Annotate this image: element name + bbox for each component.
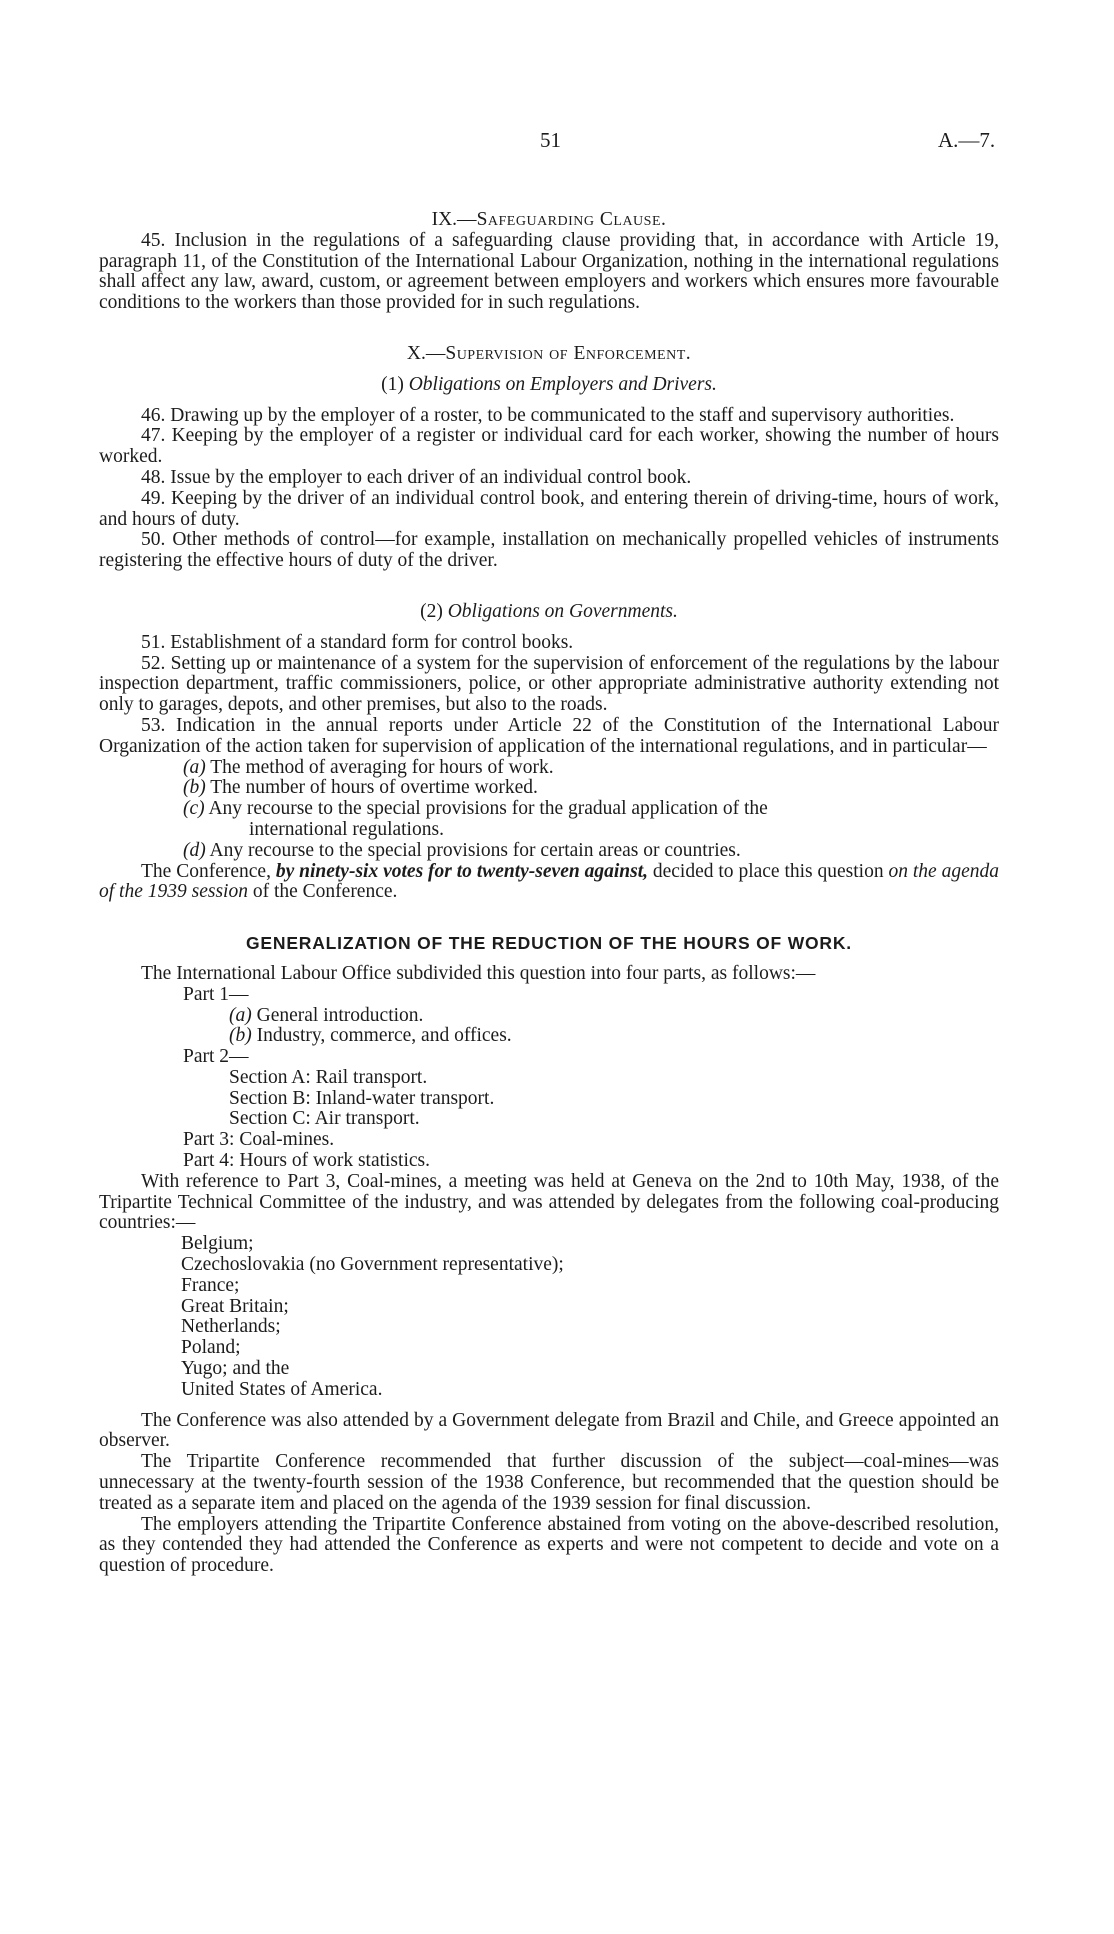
- part-4: Part 4: Hours of work statistics.: [183, 1150, 430, 1172]
- section-x-heading: X.—Supervision of Enforcement.: [406, 342, 692, 364]
- paragraph-53: 53. Indication in the annual reports under Article 22 of the Constitution of the International Labour Organization of the action taken for supervision of application of the international regulations, and in particular—: [99, 714, 999, 757]
- part-2-section-c: Section C: Air transport.: [229, 1108, 420, 1130]
- list-item-53b: (b) The number of hours of overtime worked.: [183, 777, 538, 799]
- page-header: [0, 128, 1114, 158]
- part-1a: (a) General introduction.: [229, 1004, 424, 1026]
- subheading-employers-drivers: (1) Obligations on Employers and Drivers.: [381, 373, 717, 395]
- observer-paragraph: The Conference was also attended by a Government delegate from Brazil and Chile, and Greece appointed an observer.: [99, 1409, 999, 1452]
- document-reference: A.—7.: [938, 128, 996, 152]
- part-3: Part 3: Coal-mines.: [183, 1129, 335, 1151]
- part-1-label: Part 1—: [183, 983, 249, 1005]
- part-1b: (b) Industry, commerce, and offices.: [229, 1025, 512, 1047]
- paragraph-47: 47. Keeping by the employer of a register or individual card for each worker, showing the number of hours worked.: [99, 425, 999, 468]
- country-list-item: Yugo; and the: [181, 1358, 290, 1380]
- coal-mines-meeting: With reference to Part 3, Coal-mines, a meeting was held at Geneva on the 2nd to 10th May, 1938, of the Tripartite Technical Committee of the industry, and was attended by delegates from the following coal-producing countries:—: [99, 1170, 999, 1234]
- country-list-item: Belgium;: [181, 1233, 254, 1255]
- list-item-53c: (c) Any recourse to the special provisions for the gradual application of the: [183, 798, 768, 820]
- section-ix-heading: IX.—Safeguarding Clause.: [431, 209, 667, 230]
- list-item-53d: (d) Any recourse to the special provisions for certain areas or countries.: [183, 839, 741, 861]
- country-list-item: Czechoslovakia (no Government representative);: [181, 1254, 564, 1276]
- page-number: 51: [540, 128, 561, 152]
- country-list-item: Great Britain;: [181, 1295, 289, 1317]
- paragraph-52: 52. Setting up or maintenance of a system for the supervision of enforcement of the regulations by the labour inspection department, traffic commissioners, police, or other appropriate administrative authority extending not only to garages, depots, and other premises, but also to the roads.: [99, 652, 999, 716]
- subheading-governments: (2) Obligations on Governments.: [420, 600, 678, 622]
- generalization-heading: GENERALIZATION OF THE REDUCTION OF THE HOURS OF WORK.: [246, 933, 852, 954]
- paragraph-50: 50. Other methods of control—for example, installation on mechanically propelled vehicles of instruments registering the effective hours of duty of the driver.: [99, 529, 999, 572]
- list-item-53c-continued: international regulations.: [249, 818, 444, 840]
- paragraph-45: 45. Inclusion in the regulations of a safeguarding clause providing that, in accordance with Article 19, paragraph 11, of the Constitution of the International Labour Organization, nothing in the international regulations shall affect any law, award, custom, or agreement between employers and workers which ensures more favourable conditions to the workers than those provided for in such regulations.: [99, 229, 999, 314]
- country-list-item: Poland;: [181, 1337, 241, 1359]
- country-list-item: United States of America.: [181, 1378, 383, 1400]
- part-2-section-b: Section B: Inland-water transport.: [229, 1087, 495, 1109]
- country-list-item: France;: [181, 1274, 240, 1296]
- recommendation-paragraph: The Tripartite Conference recommended that further discussion of the subject—coal-mines—was unnecessary at the twenty-fourth session of the 1938 Conference, but recommended that the question should be treated as a separate item and placed on the agenda of the 1939 session for final discussion.: [99, 1451, 999, 1514]
- generalization-intro: The International Labour Office subdivided this question into four parts, as follows:—: [141, 962, 816, 984]
- paragraph-49: 49. Keeping by the driver of an individual control book, and entering therein of driving-time, hours of work, and hours of duty.: [99, 487, 999, 530]
- list-item-53a: (a) The method of averaging for hours of work.: [183, 756, 554, 778]
- part-2-label: Part 2—: [183, 1046, 249, 1068]
- employers-abstained-paragraph: The employers attending the Tripartite Conference abstained from voting on the above-described resolution, as they contended they had attended the Conference as experts and were not competent to decide and vote on a question of procedure.: [99, 1513, 999, 1577]
- paragraph-51: 51. Establishment of a standard form for control books.: [141, 631, 574, 653]
- country-list-item: Netherlands;: [181, 1316, 281, 1338]
- part-2-section-a: Section A: Rail transport.: [229, 1066, 428, 1088]
- paragraph-48: 48. Issue by the employer to each driver of an individual control book.: [141, 466, 692, 488]
- conference-decision: The Conference, by ninety-six votes for to twenty-seven against, decided to place this question on the agenda of the 1939 session of the Conference.: [99, 860, 999, 903]
- page-body: [99, 210, 999, 1577]
- paragraph-46: 46. Drawing up by the employer of a roster, to be communicated to the staff and supervisory authorities.: [141, 404, 955, 426]
